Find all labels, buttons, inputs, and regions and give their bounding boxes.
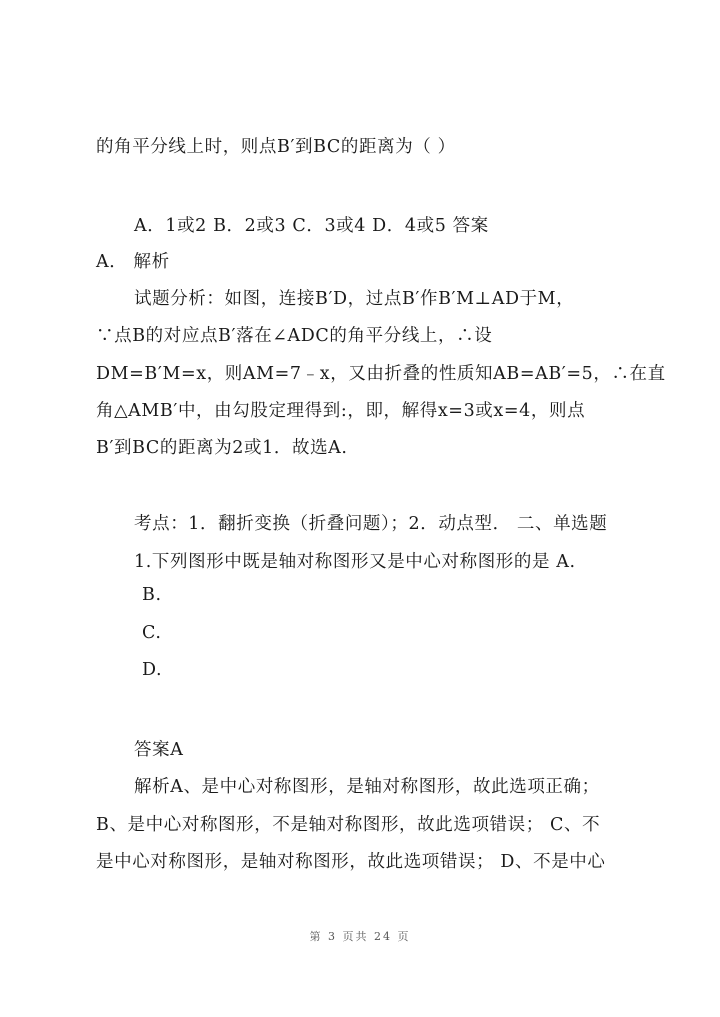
text-line-3: A． 解析: [96, 252, 170, 272]
option-d-line: D.: [142, 660, 163, 680]
option-c-line: C.: [142, 623, 162, 643]
text-line-9: 考点：1．翻折变换（折叠问题）；2．动点型． 二、单选题: [134, 514, 608, 534]
text-line-1: 的角平分线上时，则点B′到BC的距离为（ ）: [96, 137, 456, 157]
text-line-6: DM=B′M=x，则AM=7﹣x，又由折叠的性质知AB=AB′=5，∴在直: [96, 364, 666, 384]
text-line-8: B′到BC的距离为2或1．故选A.: [96, 438, 348, 458]
text-line-7: 角△AMB′中，由勾股定理得到:，即，解得x=3或x=4，则点: [96, 401, 586, 421]
text-line-17: 是中心对称图形，是轴对称图形，故此选项错误； D、不是中心: [96, 852, 606, 872]
answer-line: 答案A: [134, 740, 184, 760]
page-footer: 第 3 页共 24 页: [309, 930, 411, 943]
text-line-5: ∵点B的对应点B′落在∠ADC的角平分线上，∴设: [96, 326, 493, 346]
text-line-4: 试题分析：如图，连接B′D，过点B′作B′M⊥AD于M，: [134, 289, 575, 309]
answer-options-line: A．1或2 B．2或3 C．3或4 D．4或5 答案: [134, 216, 489, 236]
text-line-15: 解析A、是中心对称图形，是轴对称图形，故此选项正确；: [134, 777, 600, 797]
option-b-line: B.: [142, 585, 162, 605]
text-line-16: B、是中心对称图形，不是轴对称图形，故此选项错误； C、不: [96, 815, 601, 835]
question-line: 1.下列图形中既是轴对称图形又是中心对称图形的是 A.: [134, 552, 576, 572]
